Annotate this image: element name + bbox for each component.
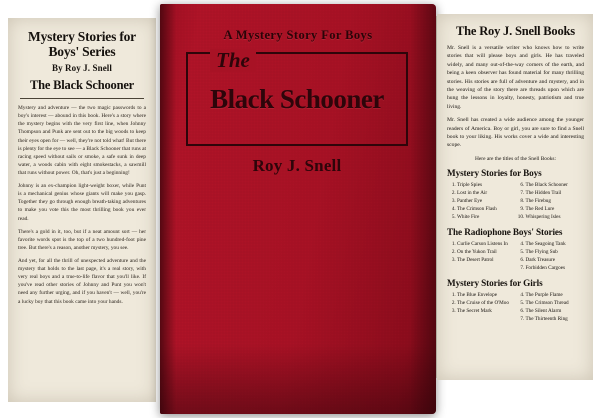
book-title-item: 2. The Cruise of the O'Moo	[457, 299, 516, 307]
cover-bottom-shadow	[160, 344, 436, 414]
book-title-item: 7. The Hidden Trail	[526, 189, 585, 197]
book-title-item: 6. Dark Treasure	[526, 256, 585, 264]
book-title-item: 4. The Seagoing Tank	[526, 240, 585, 248]
front-flap-divider	[20, 98, 144, 99]
book-title-item: 4. The Purple Flame	[526, 291, 585, 299]
title-column-right	[516, 181, 585, 221]
front-flap-paragraph: And yet, for all the thrill of unexpected adventure and the mystery that holds to the last page, it's a real story, with very real boys and a true-to-life flavor that you'll like. If you've read other stories of Johnny and Punt you won't need any further urging, and if you haven't — well, you're a lucky boy that this book came into your hands.	[18, 258, 146, 305]
book-title-item: 10. Whispering Isles	[526, 213, 585, 221]
book-title-item: 1. Curlie Carson Listens In	[457, 240, 516, 248]
book-title-item: 3. The Desert Patrol	[457, 256, 516, 264]
book-title-item: 7. Forbidden Cargoes	[526, 264, 585, 272]
book-title-item: 1. The Blue Envelope	[457, 291, 516, 299]
book-title-item: 4. The Crimson Flash	[457, 205, 516, 213]
back-flap-note: Here are the titles of the Snell Books:	[475, 155, 556, 162]
dust-jacket-front-flap	[8, 18, 156, 402]
book-front-cover	[160, 4, 436, 414]
back-flap-title-list	[447, 240, 584, 272]
cover-author: Roy J. Snell	[252, 156, 342, 175]
book-title-item: 5. The Flying Sub	[526, 248, 585, 256]
book-title-item: 7. The Thirteenth Ring	[526, 315, 585, 323]
back-flap-title-list	[447, 291, 584, 323]
book-title-item: 2. On the Yukon Trail	[457, 248, 516, 256]
title-column-left	[447, 291, 516, 323]
book-title-item: 3. The Secret Mark	[457, 307, 516, 315]
book-title-item: 6. The Silent Alarm	[526, 307, 585, 315]
cover-title-article: The	[210, 49, 256, 72]
book-title-item: 3. Panther Eye	[457, 197, 516, 205]
back-flap-paragraph: Mr. Snell is a versatile writer who knows how to write stories that will please boys and girls. He has traveled widely, and many out-of-the-way corners of the earth, and being a keen observer has found material for many thrilling stories. His stories are full of adventure and mystery, and in the weaving of the story there are threads upon which are hung the lessons in loyalty, honesty, patriotism and true living.	[447, 45, 584, 110]
back-flap-section-heading: Mystery Stories for Boys	[447, 167, 542, 178]
back-flap-section-heading: The Radiophone Boys' Stories	[447, 227, 563, 237]
cover-title: Black Schooner	[210, 84, 384, 114]
book-title-item: 5. White Fire	[457, 213, 516, 221]
cover-title-panel	[186, 48, 408, 146]
cover-tagline: A Mystery Story For Boys	[223, 28, 373, 42]
dust-jacket-back-flap	[437, 14, 593, 380]
front-flap-paragraph: There's a gold in it, too, but if a neat amount sort — her favorite words spot is the top of a two hundred-foot pine tree. But there's a reason, another mystery, you see.	[18, 228, 146, 251]
title-column-left	[447, 181, 516, 221]
front-flap-series-title: Mystery Stories for Boys' Series	[28, 29, 136, 59]
back-flap-section-heading: Mystery Stories for Girls	[447, 278, 543, 289]
front-flap-byline: By Roy J. Snell	[51, 63, 112, 74]
book-title-item: 5. The Crimson Thread	[526, 299, 585, 307]
title-column-right	[516, 240, 585, 272]
back-flap-title: The Roy J. Snell Books	[456, 24, 575, 38]
title-column-right	[516, 291, 585, 323]
back-flap-paragraph: Mr. Snell has created a wide audience among the younger readers of America. Boy or girl, you are sure to find a Snell book to your liking. His works cover a wide and interesting scope.	[447, 117, 584, 149]
front-flap-book-title: The Black Schooner	[29, 78, 135, 93]
book-title-item: 1. Triple Spies	[457, 181, 516, 189]
book-title-item: 2. Lost in the Air	[457, 189, 516, 197]
book-title-item: 9. The Red Lure	[526, 205, 585, 213]
book-title-item: 8. The Firebug	[526, 197, 585, 205]
front-flap-paragraph: Mystery and adventure — the two magic passwords to a boy's interest — abound in this book. Here's a story where the mystery begins with the very first line, when Johnny Thompson and Punk are sent out to the big woods to keep their eyes open for — well, they're not told what! But there is plenty for the eye to see — a Black Schooner that runs at racing speed without sails or smoke, a safe sunk in deep water, a woods cabin with eight smokestacks, a sawmill that runs without power. Oh, that's just a beginning!	[18, 105, 146, 177]
book-title-item: 6. The Black Schooner	[526, 181, 585, 189]
front-flap-paragraph: Johnny is an ex-champion light-weight boxer, while Punt is a mechanical genius whose giants will make you gasp. Together they go through enough breath-taking adventures to make you vote this the most thrilling book you ever read.	[18, 183, 146, 222]
title-column-left	[447, 240, 516, 272]
back-flap-title-list	[447, 181, 584, 221]
